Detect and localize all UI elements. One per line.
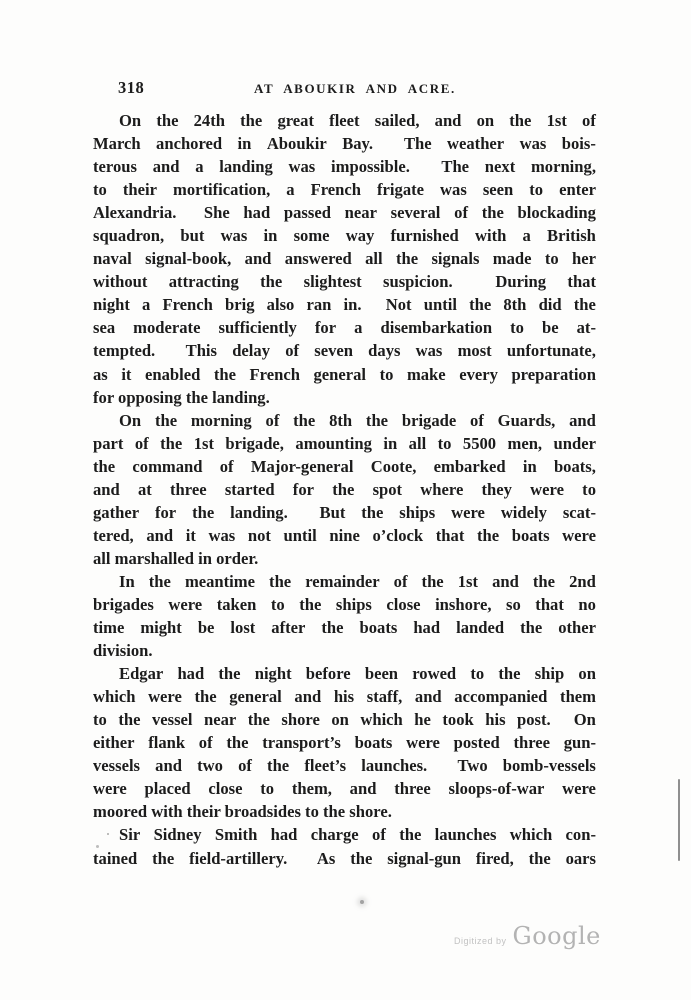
google-logo: Google xyxy=(512,922,601,950)
text-line: gather for the landing. But the ships were widely scat- xyxy=(93,502,596,522)
running-title: AT ABOUKIR AND ACRE. xyxy=(254,81,456,96)
text-line: In the meantime the remainder of the 1st and the 2nd xyxy=(119,571,596,591)
text-line: Sir Sidney Smith had charge of the launches which con- xyxy=(119,825,596,845)
text-line: which were the general and his staff, and accompanied them xyxy=(93,687,596,707)
text-line: moored with their broadsides to the shore. xyxy=(93,802,392,822)
text-line: without attracting the slightest suspicion. During that xyxy=(93,272,596,292)
text-line: all marshalled in order. xyxy=(93,548,259,568)
text-line: Alexandria. She had passed near several of the blockading xyxy=(93,203,596,223)
text-line: naval signal-book, and answered all the signals made to her xyxy=(93,249,596,269)
text-line: tered, and it was not until nine o’clock that the boats were xyxy=(93,525,596,545)
text-line: division. xyxy=(93,641,153,661)
text-block xyxy=(93,109,596,870)
text-line: were placed close to them, and three sloops-of-war were xyxy=(93,779,596,799)
watermark-text: Digitized by xyxy=(454,936,507,946)
text-line: either flank of the transport’s boats were posted three gun- xyxy=(93,733,596,753)
text-line: time might be lost after the boats had landed the other xyxy=(93,618,596,638)
scan-speck xyxy=(96,845,99,848)
page-number: 318 xyxy=(118,78,145,97)
text-line: to the vessel near the shore on which he took his post. On xyxy=(93,710,596,730)
text-line: tained the field-artillery. As the signal-gun fired, the oars xyxy=(93,848,596,868)
text-line: vessels and two of the fleet’s launches. Two bomb-vessels xyxy=(93,756,596,776)
text-line: as it enabled the French general to make every preparation xyxy=(93,364,596,384)
text-line: terous and a landing was impossible. The next morning, xyxy=(93,157,596,177)
text-line: On the morning of the 8th the brigade of Guards, and xyxy=(119,410,596,430)
text-line: On the 24th the great fleet sailed, and on the 1st of xyxy=(119,111,596,130)
text-line: to their mortification, a French frigate was seen to enter xyxy=(93,180,596,200)
scan-speck xyxy=(360,900,364,904)
watermark xyxy=(454,922,601,950)
scan-artifact-line xyxy=(678,779,680,861)
text-line: brigades were taken to the ships close inshore, so that no xyxy=(93,594,596,614)
text-line: the command of Major-general Coote, embarked in boats, xyxy=(93,456,596,476)
text-line: tempted. This delay of seven days was most unfortunate, xyxy=(93,341,596,361)
text-line: squadron, but was in some way furnished with a British xyxy=(93,226,596,246)
text-line: Edgar had the night before been rowed to the ship on xyxy=(119,664,596,684)
text-line: for opposing the landing. xyxy=(93,387,270,407)
text-line: and at three started for the spot where they were to xyxy=(93,479,596,499)
scan-speck xyxy=(107,833,109,835)
text-line: sea moderate sufficiently for a disembarkation to be at- xyxy=(93,318,596,338)
text-line: part of the 1st brigade, amounting in all to 5500 men, under xyxy=(93,433,596,453)
text-line: March anchored in Aboukir Bay. The weather was bois- xyxy=(93,134,596,154)
text-line: night a French brig also ran in. Not until the 8th did the xyxy=(93,295,596,315)
